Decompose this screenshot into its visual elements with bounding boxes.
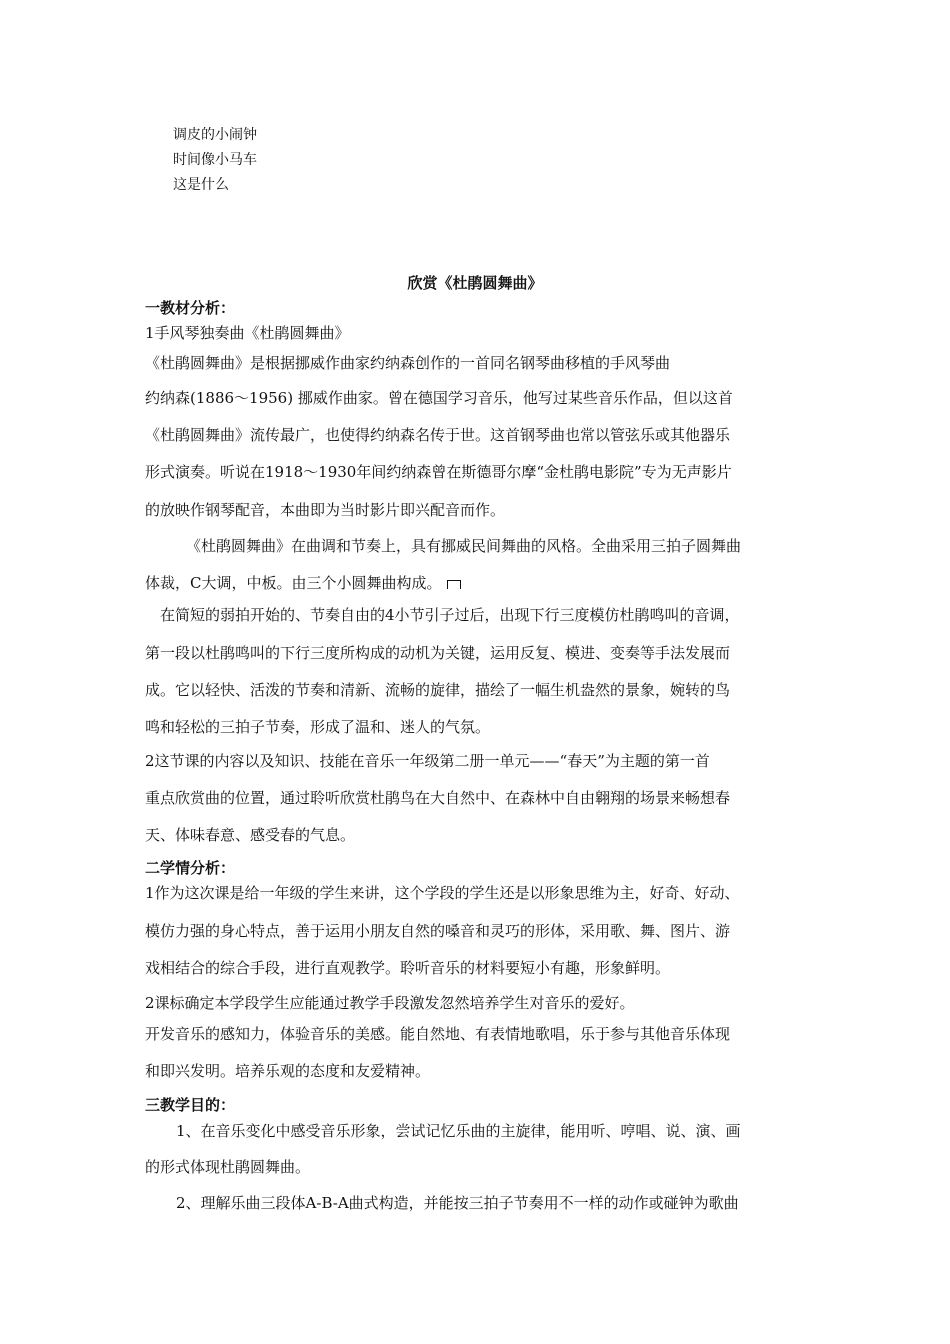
poem-line: 这是什么 (173, 177, 229, 193)
paragraph-line: 开发音乐的感知力，体验音乐的美感。能自然地、有表情地歌唱，乐于参与其他音乐体现 (145, 1025, 731, 1043)
paragraph-line: 第一段以杜鹃鸣叫的下行三度所构成的动机为关键，运用反复、模进、变奏等手法发展而 (145, 644, 731, 662)
section-heading: 二学情分析： (145, 859, 236, 877)
paragraph-line: 的放映作钢琴配音，本曲即为当时影片即兴配音而作。 (145, 501, 506, 519)
paragraph-line: 模仿力强的身心特点，善于运用小朋友自然的嗓音和灵巧的形体，采用歌、舞、图片、游 (145, 922, 731, 940)
poem-line: 调皮的小闹钟 (173, 127, 257, 143)
section-heading: 一教材分析： (145, 299, 236, 317)
bracket-mark-icon (447, 580, 461, 589)
paragraph-line: 约纳森(1886～1956) 挪威作曲家。曾在德国学习音乐，他写过某些音乐作品，但以这首 (145, 389, 733, 407)
section-heading: 三教学目的： (145, 1096, 236, 1114)
paragraph-line: 天、体味春意、感受春的气息。 (145, 826, 356, 844)
paragraph-line: 1作为这次课是给一年级的学生来讲，这个学段的学生还是以形象思维为主，好奇、好动、 (145, 884, 740, 902)
poem-line: 时间像小马车 (173, 152, 257, 168)
paragraph-line: 戏相结合的综合手段，进行直观教学。聆听音乐的材料要短小有趣，形象鲜明。 (145, 959, 671, 977)
paragraph-line: 2、理解乐曲三段体A-B-A曲式构造，并能按三拍子节奏用不一样的动作或碰钟为歌曲 (176, 1194, 739, 1212)
paragraph-line: 鸣和轻松的三拍子节奏，形成了温和、迷人的气氛。 (145, 718, 491, 736)
paragraph-line: 《杜鹃圆舞曲》在曲调和节奏上，具有挪威民间舞曲的风格。全曲采用三拍子圆舞曲 (186, 537, 742, 555)
paragraph-line: 成。它以轻快、活泼的节奏和清新、流畅的旋律，描绘了一幅生机盎然的景象，婉转的鸟 (145, 681, 731, 699)
paragraph-line: 1手风琴独奏曲《杜鹃圆舞曲》 (145, 324, 350, 342)
paragraph-line: 和即兴发明。培养乐观的态度和友爱精神。 (145, 1062, 431, 1080)
paragraph-line: 1、在音乐变化中感受音乐形象，尝试记忆乐曲的主旋律，能用听、哼唱、说、演、画 (176, 1122, 741, 1140)
paragraph-line: 2课标确定本学段学生应能通过教学手段激发忽然培养学生对音乐的爱好。 (145, 994, 635, 1012)
paragraph-line: 重点欣赏曲的位置，通过聆听欣赏杜鹃鸟在大自然中、在森林中自由翱翔的场景来畅想春 (145, 789, 731, 807)
paragraph-line: 《杜鹃圆舞曲》流传最广，也使得约纳森名传于世。这首钢琴曲也常以管弦乐或其他器乐 (145, 426, 731, 444)
paragraph-line: 体裁，C大调，中板。由三个小圆舞曲构成。 (145, 573, 461, 593)
document-title: 欣赏《杜鹃圆舞曲》 (407, 274, 543, 292)
paragraph-line: 形式演奏。听说在1918～1930年间约纳森曾在斯德哥尔摩“金杜鹃电影院”专为无声影片 (145, 463, 732, 481)
paragraph-line: 的形式体现杜鹃圆舞曲。 (145, 1158, 311, 1176)
paragraph-line: 2这节课的内容以及知识、技能在音乐一年级第二册一单元——“春天”为主题的第一首 (145, 752, 710, 770)
paragraph-line: 在简短的弱拍开始的、节奏自由的4小节引子过后，出现下行三度模仿杜鹃鸣叫的音调， (160, 606, 740, 624)
paragraph-line: 《杜鹃圆舞曲》是根据挪威作曲家约纳森创作的一首同名钢琴曲移植的手风琴曲 (145, 354, 671, 372)
